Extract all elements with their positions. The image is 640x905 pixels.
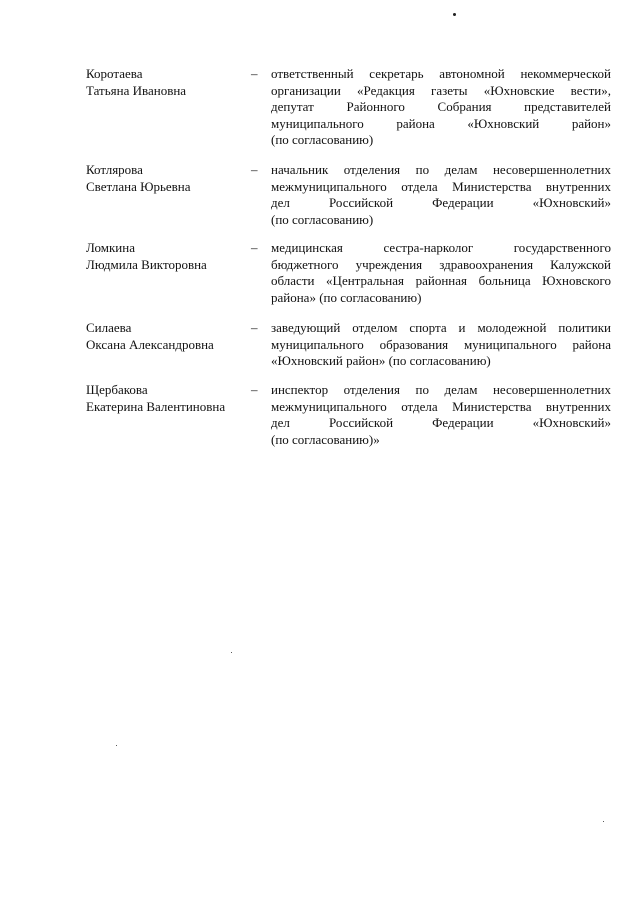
position-line: заведующий отделом спорта и молодежной политики bbox=[271, 320, 611, 335]
member-surname: Коротаева bbox=[86, 66, 143, 81]
dash: – bbox=[251, 162, 258, 177]
member-name bbox=[86, 162, 246, 195]
position-line: области «Центральная районная больница Юхновского bbox=[271, 273, 611, 288]
member-name bbox=[86, 382, 246, 415]
dash: – bbox=[251, 382, 258, 397]
position-line: (по согласованию) bbox=[271, 132, 374, 147]
member-surname: Силаева bbox=[86, 320, 132, 335]
member-given-name: Оксана Александровна bbox=[86, 336, 214, 352]
member-position bbox=[271, 66, 611, 149]
member-name bbox=[86, 320, 246, 353]
member-surname: Ломкина bbox=[86, 240, 135, 255]
dash: – bbox=[251, 66, 258, 81]
position-line: района» (по согласованию) bbox=[271, 289, 422, 305]
position-line: начальник отделения по делам несовершеннолетних bbox=[271, 162, 611, 177]
member-given-name: Светлана Юрьевна bbox=[86, 178, 191, 194]
member-position bbox=[271, 382, 611, 448]
member-position bbox=[271, 240, 611, 306]
member-position bbox=[271, 162, 611, 228]
member-given-name: Людмила Викторовна bbox=[86, 256, 207, 272]
position-line: «Юхновский район» (по согласованию) bbox=[271, 353, 491, 368]
member-given-name: Татьяна Ивановна bbox=[86, 82, 187, 98]
scan-speck bbox=[231, 652, 232, 653]
position-line: дел Российской Федерации «Юхновский» bbox=[271, 195, 611, 210]
dash: – bbox=[251, 320, 258, 335]
member-given-name: Екатерина Валентиновна bbox=[86, 398, 226, 414]
scan-speck bbox=[116, 745, 117, 746]
member-surname: Котлярова bbox=[86, 162, 143, 177]
position-line: (по согласованию)» bbox=[271, 431, 380, 447]
position-line: (по согласованию) bbox=[271, 211, 374, 227]
dash: – bbox=[251, 240, 258, 255]
member-surname: Щербакова bbox=[86, 382, 148, 397]
position-line: инспектор отделения по делам несовершеннолетних bbox=[271, 382, 611, 397]
position-line: бюджетного учреждения здравоохранения Калужской bbox=[271, 256, 611, 272]
position-line: организации «Редакция газеты «Юхновские вести», bbox=[271, 82, 611, 98]
position-line: ответственный секретарь автономной некоммерческой bbox=[271, 66, 611, 81]
scan-speck bbox=[603, 821, 604, 822]
member-position bbox=[271, 320, 611, 370]
position-line: дел Российской Федерации «Юхновский» bbox=[271, 415, 611, 430]
position-line: муниципального района «Юхновский район» bbox=[271, 115, 611, 131]
position-line: межмуниципального отдела Министерства внутренних bbox=[271, 398, 611, 414]
member-name bbox=[86, 66, 246, 99]
scan-speck bbox=[453, 13, 456, 16]
member-name bbox=[86, 240, 246, 273]
position-line: муниципального образования муниципального района bbox=[271, 336, 611, 352]
position-line: депутат Районного Собрания представителей bbox=[271, 99, 611, 114]
position-line: медицинская сестра-нарколог государственного bbox=[271, 240, 611, 255]
position-line: межмуниципального отдела Министерства внутренних bbox=[271, 178, 611, 194]
